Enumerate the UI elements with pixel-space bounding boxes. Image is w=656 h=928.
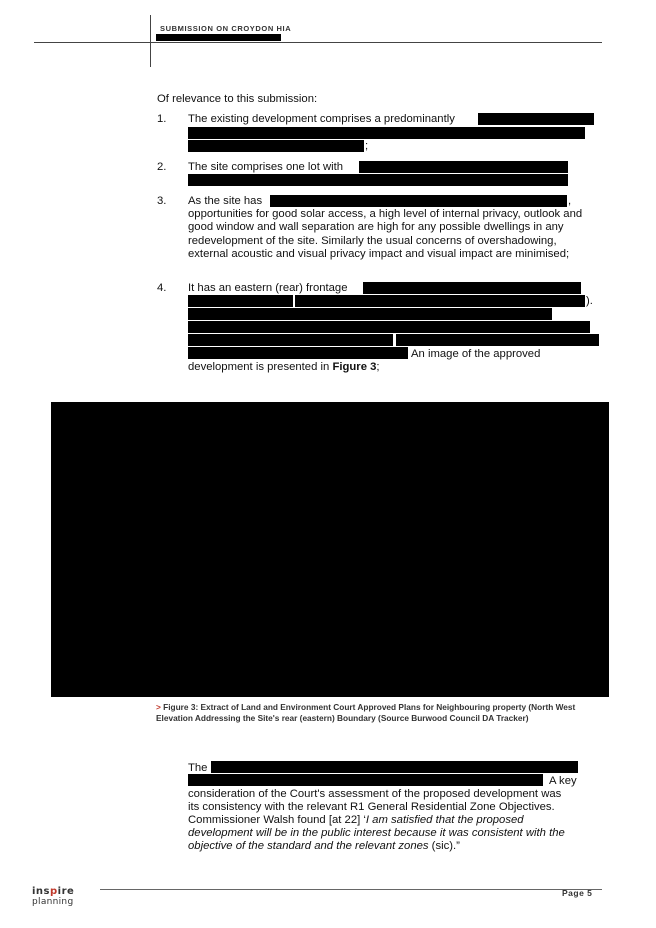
header-title: SUBMISSION ON CROYDON HIA	[160, 24, 292, 33]
logo-part: ire	[57, 886, 75, 897]
figure-3-reference: Figure 3	[332, 361, 377, 373]
item-3-lead-tail: ,	[568, 195, 572, 207]
item-2-number: 2.	[157, 161, 167, 173]
redaction	[188, 127, 585, 139]
item-1-tail: ;	[365, 140, 369, 152]
redaction	[359, 161, 568, 173]
redaction	[478, 113, 594, 125]
header-rule	[34, 42, 602, 43]
item-1-number: 1.	[157, 113, 167, 125]
caption-text: Figure 3: Extract of Land and Environment Court Approved Plans for Neighbouring property (North West Elevation Addressing the Site's rear (eastern) Boundary (Source Burwood Council DA Tracker)	[156, 702, 576, 723]
logo-part: ins	[32, 886, 50, 897]
redaction	[188, 321, 590, 333]
item-4-paren: ).	[586, 295, 593, 307]
item-4-last-line	[188, 361, 380, 374]
redaction	[363, 282, 581, 294]
quote-line-7-normal: (sic).”	[428, 840, 460, 852]
inspire-planning-logo	[32, 886, 82, 912]
quote-line-7	[188, 840, 600, 853]
redaction	[211, 761, 578, 773]
figure-3-image	[51, 402, 609, 697]
redaction	[396, 334, 599, 346]
item-1-lead: The existing development comprises a predominantly	[188, 113, 455, 125]
redaction	[295, 295, 585, 307]
quote-lead: The	[188, 762, 208, 774]
item-4-tail-text: An image of the approved	[411, 348, 541, 360]
item-2-lead: The site comprises one lot with	[188, 161, 344, 173]
logo-bottom-text: planning	[32, 897, 74, 907]
quote-key: A key	[549, 775, 577, 787]
redaction	[270, 195, 567, 207]
redaction	[188, 140, 364, 152]
quote-line-5-pre: Commissioner Walsh found [at 22] ‘	[188, 814, 366, 826]
item-3-lead: As the site has	[188, 195, 263, 207]
footer-rule	[100, 889, 602, 890]
redaction	[188, 334, 393, 346]
redaction	[188, 347, 408, 359]
quote-line-7-italic: objective of the standard and the relevant zones	[188, 840, 429, 852]
item-3-number: 3.	[157, 195, 167, 207]
redaction	[188, 295, 293, 307]
logo-part: p	[50, 886, 58, 897]
item-4-end: ;	[376, 361, 380, 373]
item-4-number: 4.	[157, 282, 167, 294]
quote-line-6: development will be in the public interest because it was consistent with the	[188, 827, 565, 839]
quote-line-5-italic: I am satisfied that the proposed	[365, 814, 524, 826]
item-4-lead: It has an eastern (rear) frontage	[188, 282, 348, 294]
logo-top-text	[32, 886, 82, 897]
quote-line-3: consideration of the Court's assessment of the proposed development was	[188, 788, 562, 800]
quote-line-5	[188, 814, 600, 827]
figure-3-caption	[156, 702, 606, 724]
page-number: Page 5	[562, 888, 593, 898]
redaction	[188, 174, 568, 186]
header-vertical-rule	[150, 15, 151, 67]
header-redaction-bar	[156, 34, 281, 41]
quote-line-4: its consistency with the relevant R1 General Residential Zone Objectives.	[188, 801, 555, 813]
caption-marker: >	[156, 702, 161, 712]
item-4-last-line-text: development is presented in	[188, 361, 333, 373]
redaction	[188, 774, 543, 786]
intro-text: Of relevance to this submission:	[157, 93, 318, 105]
item-3-body: opportunities for good solar access, a high level of internal privacy, outlook and good window and wall separation are high for any possible dwellings in any redevelopment of the site. Similarly the usual concerns of overshadowing, external acoustic and visual privacy impact and visual impact are minimised;	[188, 208, 583, 261]
redaction	[188, 308, 552, 320]
